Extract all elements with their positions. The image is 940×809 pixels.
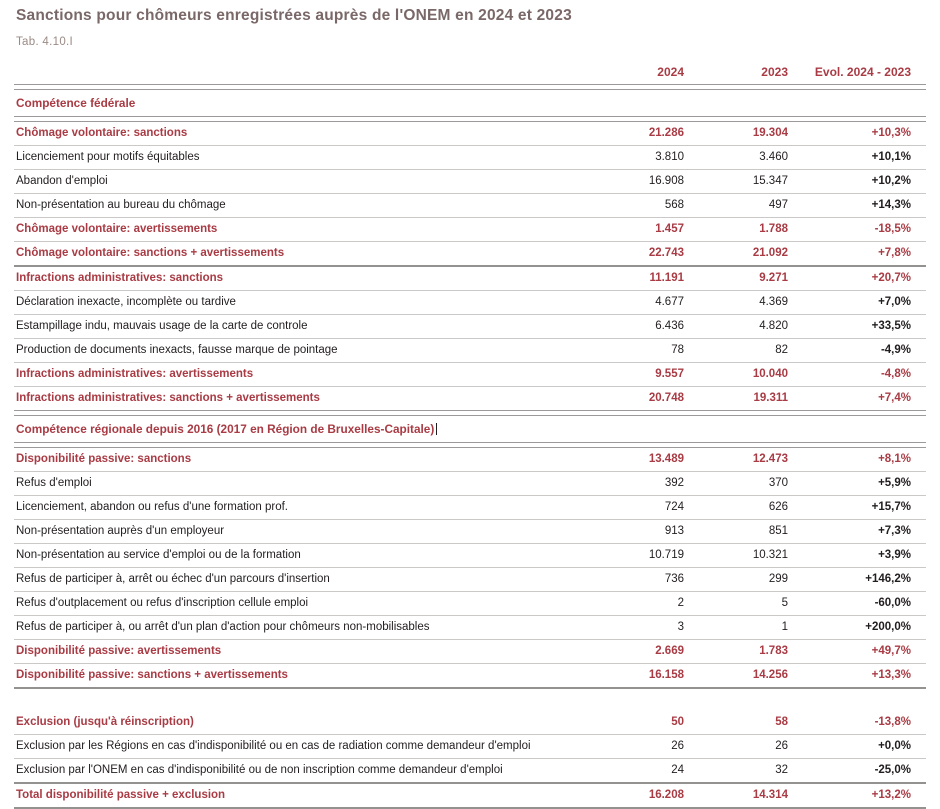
value-evolution: +7,8% [878, 247, 911, 259]
value-evolution: +5,9% [878, 477, 911, 489]
value-2024: 1.457 [655, 223, 684, 235]
value-evolution: +3,9% [878, 549, 911, 561]
value-2024: 913 [664, 525, 684, 537]
value-2023: 4.369 [759, 296, 788, 308]
table-row [14, 242, 926, 267]
row-label: Chômage volontaire: sanctions [16, 127, 188, 139]
value-2023: 4.820 [759, 320, 788, 332]
value-evolution: +7,4% [878, 392, 911, 404]
table-row [14, 496, 926, 520]
section-band-row [14, 416, 926, 442]
row-label: Exclusion par les Régions en cas d'indisponibilité ou en cas de radiation comme demandeur d'emploi [16, 740, 531, 752]
row-label: Refus de participer à, ou arrêt d'un plan d'action pour chômeurs non-mobilisables [16, 621, 430, 633]
value-evolution: +13,3% [871, 669, 911, 681]
document-header [0, 0, 940, 48]
row-label: Exclusion par l'ONEM en cas d'indisponibilité ou de non inscription comme demandeur d'emploi [16, 764, 503, 776]
table-row [14, 759, 926, 784]
row-label: Refus d'emploi [16, 477, 92, 489]
value-2023: 82 [775, 344, 788, 356]
row-label: Déclaration inexacte, incomplète ou tardive [16, 296, 236, 308]
value-2023: 19.311 [753, 392, 788, 404]
value-2023: 58 [775, 716, 788, 728]
table-body [14, 90, 926, 809]
value-evolution: +49,7% [871, 645, 911, 657]
value-2024: 16.208 [648, 789, 684, 801]
row-label: Licenciement pour motifs équitables [16, 151, 200, 163]
value-2023: 10.040 [752, 368, 788, 380]
value-evolution: -60,0% [874, 597, 911, 609]
page-title: Sanctions pour chômeurs enregistrées auprès de l'ONEM en 2024 et 2023 [16, 7, 572, 24]
table-row [14, 339, 926, 363]
table-row [14, 640, 926, 664]
table-row [14, 735, 926, 759]
table-row [14, 448, 926, 472]
row-label: Chômage volontaire: sanctions + avertissements [16, 247, 285, 259]
table-row [14, 267, 926, 291]
value-2024: 6.436 [655, 320, 684, 332]
value-evolution: +7,3% [878, 525, 911, 537]
value-evolution: -25,0% [874, 764, 911, 776]
value-2023: 1.783 [759, 645, 788, 657]
value-2024: 2 [677, 597, 684, 609]
row-label: Refus d'outplacement ou refus d'inscription cellule emploi [16, 597, 309, 609]
row-label: Disponibilité passive: avertissements [16, 645, 222, 657]
table-row [14, 472, 926, 496]
value-2023: 851 [768, 525, 788, 537]
value-2023: 26 [775, 740, 788, 752]
table-row [14, 170, 926, 194]
row-label: Infractions administratives: sanctions [16, 272, 224, 284]
table-row [14, 520, 926, 544]
value-evolution: -18,5% [874, 223, 911, 235]
value-2024: 724 [664, 501, 684, 513]
table-row [14, 146, 926, 170]
table-row [14, 291, 926, 315]
table-row [14, 122, 926, 146]
row-label: Infractions administratives: avertissements [16, 368, 254, 380]
row-label: Non-présentation au bureau du chômage [16, 199, 226, 211]
value-2024: 736 [664, 573, 684, 585]
table-row [14, 616, 926, 640]
value-2023: 14.314 [752, 789, 788, 801]
value-2024: 13.489 [648, 453, 684, 465]
value-2023: 299 [768, 573, 788, 585]
table-column-header-row [14, 60, 926, 84]
row-label: Disponibilité passive: sanctions + avertissements [16, 669, 288, 681]
value-2024: 2.669 [655, 645, 684, 657]
value-2023: 1 [781, 621, 788, 633]
table-row [14, 194, 926, 218]
value-2024: 3 [677, 621, 684, 633]
table-row [14, 218, 926, 242]
value-2023: 21.092 [752, 247, 788, 259]
value-evolution: -13,8% [874, 716, 911, 728]
value-2023: 10.321 [752, 549, 788, 561]
value-2024: 3.810 [655, 151, 684, 163]
value-2023: 5 [781, 597, 788, 609]
table-row [14, 315, 926, 339]
value-2024: 26 [671, 740, 684, 752]
table-row [14, 711, 926, 735]
value-evolution: +10,2% [871, 175, 911, 187]
value-evolution: -4,9% [880, 344, 911, 356]
value-evolution: +20,7% [871, 272, 911, 284]
column-header-2023: 2023 [761, 65, 788, 79]
table-reference: Tab. 4.10.I [16, 36, 74, 48]
table-row [14, 592, 926, 616]
value-evolution: +146,2% [865, 573, 911, 585]
value-2024: 24 [671, 764, 684, 776]
value-2023: 3.460 [759, 151, 788, 163]
value-2024: 11.191 [649, 272, 684, 284]
table-row [14, 544, 926, 568]
value-2023: 32 [775, 764, 788, 776]
row-label: Compétence fédérale [16, 96, 136, 110]
value-2024: 16.908 [648, 175, 684, 187]
value-2023: 626 [768, 501, 788, 513]
table-section-gap [14, 689, 926, 711]
value-2024: 4.677 [655, 296, 684, 308]
value-2024: 21.286 [648, 127, 684, 139]
row-label: Non-présentation auprès d'un employeur [16, 525, 225, 537]
row-label: Refus de participer à, arrêt ou échec d'un parcours d'insertion [16, 573, 330, 585]
value-2023: 370 [768, 477, 788, 489]
value-evolution: +200,0% [865, 621, 911, 633]
row-label: Chômage volontaire: avertissements [16, 223, 218, 235]
table-row [14, 387, 926, 410]
column-header-evolution: Evol. 2024 - 2023 [814, 65, 911, 79]
value-evolution: +15,7% [871, 501, 911, 513]
text-cursor [436, 423, 437, 435]
value-2024: 22.743 [648, 247, 684, 259]
row-label: Estampillage indu, mauvais usage de la carte de controle [16, 320, 308, 332]
value-2024: 10.719 [648, 549, 684, 561]
value-2024: 20.748 [648, 392, 684, 404]
value-evolution: +0,0% [878, 740, 911, 752]
value-evolution: +10,3% [871, 127, 911, 139]
value-evolution: +14,3% [871, 199, 911, 211]
value-2024: 9.557 [655, 368, 684, 380]
value-evolution: +33,5% [871, 320, 911, 332]
row-label: Production de documents inexacts, fausse marque de pointage [16, 344, 338, 356]
row-label: Total disponibilité passive + exclusion [16, 789, 226, 801]
value-evolution: +8,1% [878, 453, 911, 465]
value-evolution: +10,1% [871, 151, 911, 163]
row-label: Disponibilité passive: sanctions [16, 453, 192, 465]
value-evolution: +7,0% [878, 296, 911, 308]
value-2023: 1.788 [759, 223, 788, 235]
value-2024: 392 [664, 477, 684, 489]
value-2023: 14.256 [752, 669, 788, 681]
value-2024: 78 [671, 344, 684, 356]
value-2024: 50 [671, 716, 684, 728]
row-label: Abandon d'emploi [16, 175, 108, 187]
sanctions-table [14, 60, 926, 809]
section-band-row [14, 90, 926, 116]
value-evolution: +13,2% [871, 789, 911, 801]
table-row [14, 664, 926, 689]
value-2023: 497 [768, 199, 788, 211]
value-2023: 15.347 [752, 175, 788, 187]
row-label: Compétence régionale depuis 2016 (2017 en Région de Bruxelles-Capitale) [14, 416, 926, 442]
value-2024: 568 [664, 199, 684, 211]
value-evolution: -4,8% [880, 368, 911, 380]
value-2023: 12.473 [752, 453, 788, 465]
value-2023: 9.271 [759, 272, 788, 284]
row-label: Licenciement, abandon ou refus d'une formation prof. [16, 501, 288, 513]
table-row [14, 568, 926, 592]
table-row [14, 363, 926, 387]
column-header-2024: 2024 [657, 65, 684, 79]
row-label: Infractions administratives: sanctions + avertissements [16, 392, 320, 404]
row-label: Non-présentation au service d'emploi ou de la formation [16, 549, 301, 561]
value-2023: 19.304 [752, 127, 788, 139]
value-2024: 16.158 [648, 669, 684, 681]
row-label: Exclusion (jusqu'à réinscription) [16, 716, 194, 728]
